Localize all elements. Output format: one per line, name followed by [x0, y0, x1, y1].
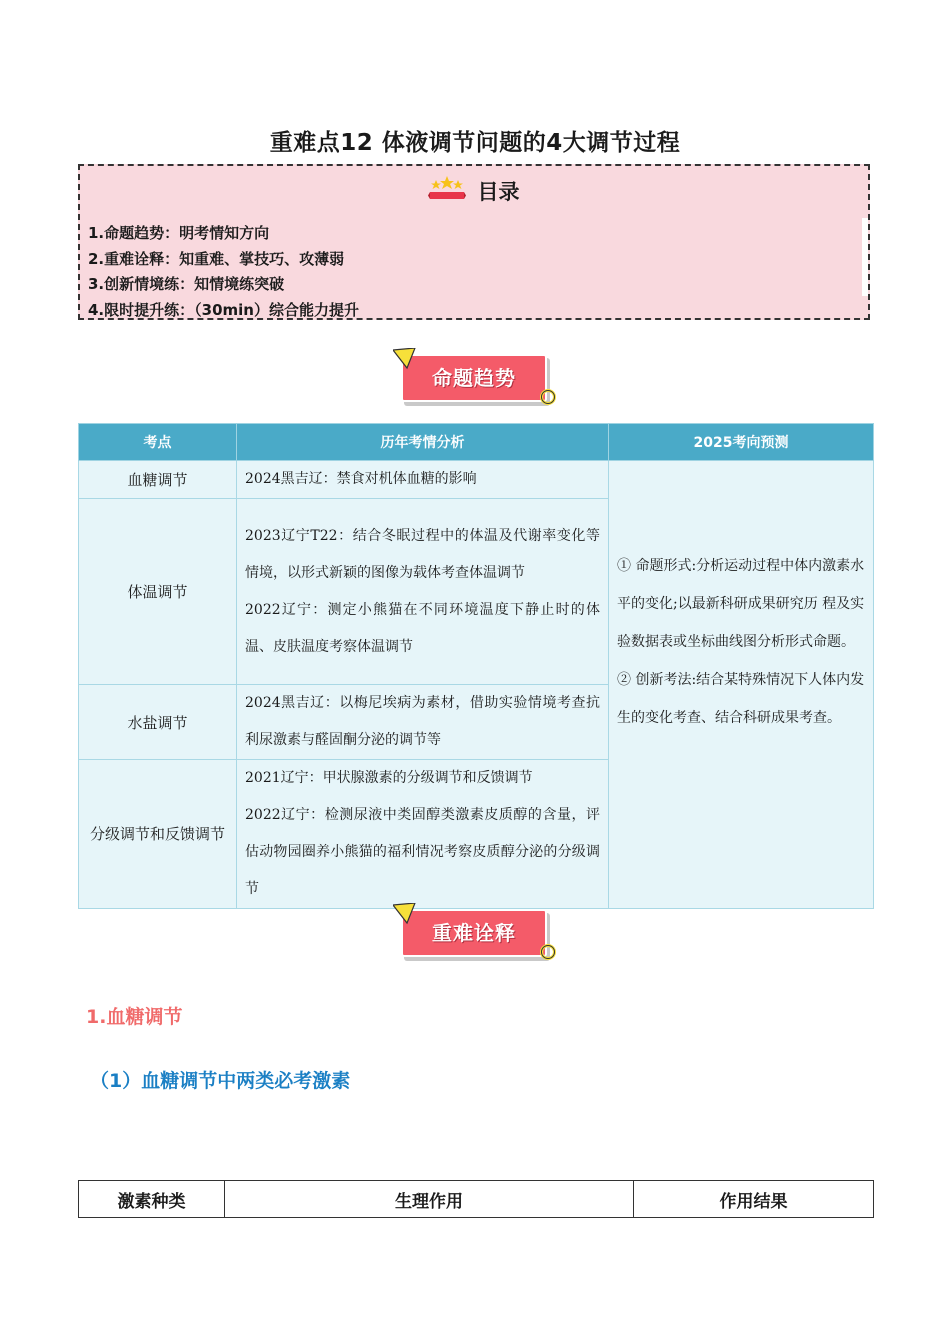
analysis-cell [237, 685, 609, 760]
trend-table [78, 423, 874, 909]
header-topic: 考点 [79, 424, 237, 461]
header-physiological-role: 生理作用 [225, 1181, 634, 1218]
header-analysis: 历年考情分析 [237, 424, 609, 461]
analysis-text: 2022辽宁：测定小熊猫在不同环境温度下静止时的体温、皮肤温度考察体温调节 [245, 601, 600, 655]
analysis-cell [237, 461, 609, 499]
banner-flag-icon [393, 348, 417, 370]
toc-item[interactable]: 4.限时提升练：（30min）综合能力提升 [88, 301, 359, 319]
trend-banner [393, 348, 559, 410]
analysis-text: 2024黑吉辽：以梅尼埃病为素材，借助实验情境考查抗利尿激素与醛固酮分泌的调节等 [245, 695, 600, 748]
analysis-text: 2021辽宁：甲状腺激素的分级调节和反馈调节 [245, 770, 533, 786]
hormone-table [78, 1180, 874, 1218]
explain-banner [393, 903, 559, 965]
toc-item[interactable]: 2.重难诠释：知重难、掌技巧、攻薄弱 [88, 250, 345, 268]
page-title: 重难点12 体液调节问题的4大调节过程 [269, 130, 681, 156]
explain-banner-label: 重难诠释 [401, 909, 547, 957]
subsection-heading: （1）血糖调节中两类必考激素 [90, 1070, 351, 1092]
banner-ring-icon [539, 943, 557, 961]
banner-flag-icon [393, 903, 417, 925]
analysis-cell [237, 499, 609, 685]
analysis-text: 2024黑吉辽：禁食对机体血糖的影响 [245, 471, 477, 487]
prediction-text: ② 创新考法:结合某特殊情况下人体内发生的变化考查、结合科研成果考查。 [617, 672, 865, 726]
toc-strip [862, 218, 868, 296]
header-effect-result: 作用结果 [634, 1181, 874, 1218]
prediction-cell [609, 461, 874, 909]
header-hormone-type: 激素种类 [79, 1181, 225, 1218]
toc-box [78, 164, 870, 320]
section-heading: 1.血糖调节 [86, 1006, 183, 1028]
toc-item[interactable]: 1.命题趋势：明考情知方向 [88, 224, 270, 242]
prediction-text: ① 命题形式:分析运动过程中体内激素水平的变化;以最新科研成果研究历 程及实验数据表或坐标曲线图分析形式命题。 [617, 558, 865, 650]
topic-cell: 血糖调节 [79, 461, 237, 499]
header-prediction: 2025考向预测 [609, 424, 874, 461]
crown-icon [428, 174, 466, 208]
analysis-cell [237, 760, 609, 909]
toc-heading-row [80, 174, 868, 208]
toc-item[interactable]: 3.创新情境练：知情境练突破 [88, 275, 285, 293]
analysis-text: 2022辽宁：检测尿液中类固醇类激素皮质醇的含量，评估动物园圈养小熊猫的福利情况考察皮质醇分泌的分级调节 [245, 807, 600, 897]
analysis-text: 2023辽宁T22：结合冬眠过程中的体温及代谢率变化等情境，以形式新颖的图像为载体考查体温调节 [245, 527, 600, 581]
banner-ring-icon [539, 388, 557, 406]
trend-table-header [79, 424, 874, 461]
trend-banner-label: 命题趋势 [401, 354, 547, 402]
hormone-table-header [79, 1181, 874, 1218]
topic-cell: 水盐调节 [79, 685, 237, 760]
table-row [79, 461, 874, 499]
topic-cell: 体温调节 [79, 499, 237, 685]
topic-cell: 分级调节和反馈调节 [79, 760, 237, 909]
toc-title: 目录 [477, 180, 520, 204]
